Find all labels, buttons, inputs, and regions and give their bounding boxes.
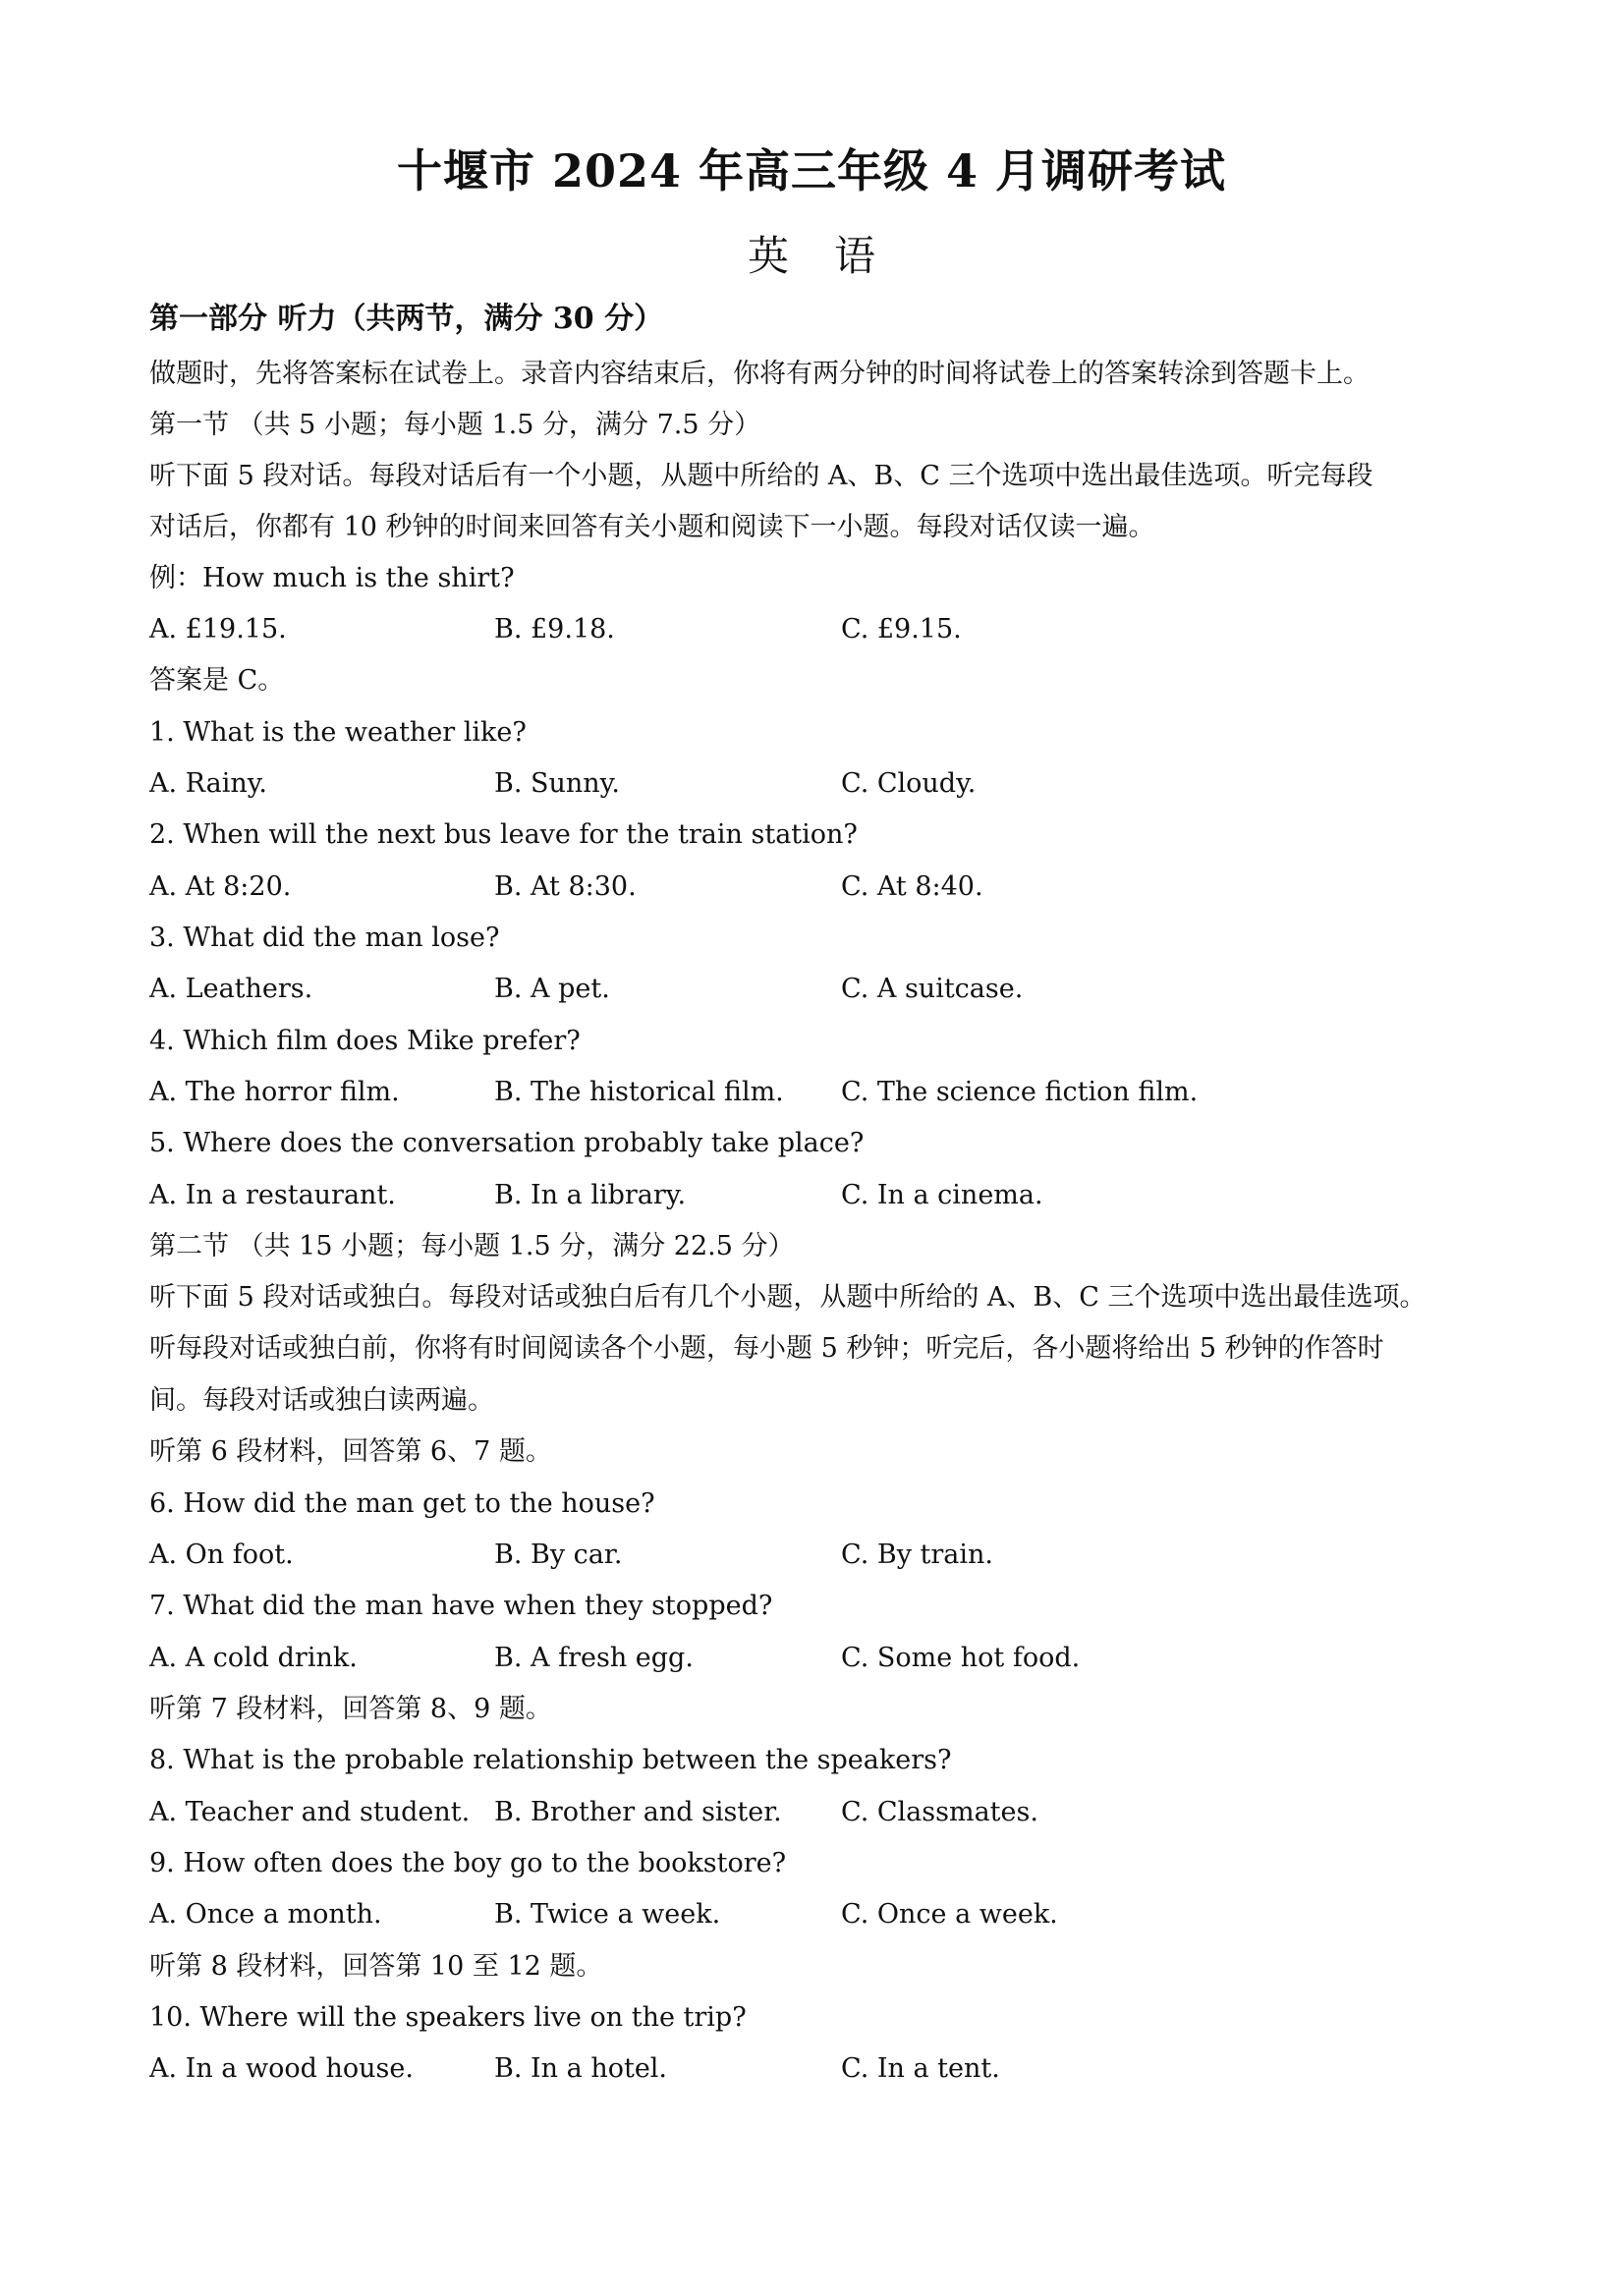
question-2: 2. When will the next bus leave for the train station? <box>149 819 858 850</box>
section2-heading: 第二节 （共 15 小题；每小题 1.5 分，满分 22.5 分） <box>149 1231 795 1261</box>
q9-option-c: C. Once a week. <box>841 1899 1058 1930</box>
q4-option-a: A. The horror film. <box>149 1077 400 1107</box>
q1-option-a: A. Rainy. <box>149 768 267 799</box>
q4-option-b: B. The historical film. <box>494 1077 784 1107</box>
q1-option-c: C. Cloudy. <box>841 768 977 799</box>
example-question: 例：How much is the shirt? <box>149 563 515 593</box>
section1-heading: 第一节 （共 5 小题；每小题 1.5 分，满分 7.5 分） <box>149 410 761 440</box>
q2-option-c: C. At 8:40. <box>841 871 983 902</box>
q6-option-b: B. By car. <box>494 1540 623 1570</box>
q6-option-a: A. On foot. <box>149 1540 294 1570</box>
question-9: 9. How often does the boy go to the bookstore? <box>149 1848 787 1878</box>
section2-instruction-1: 听下面 5 段对话或独白。每段对话或独白后有几个小题，从题中所给的 A、B、C 三个选项中选出最佳选项。 <box>149 1282 1427 1313</box>
q5-option-c: C. In a cinema. <box>841 1180 1043 1210</box>
section2-instruction-2: 听每段对话或独白前，你将有时间阅读各个小题，每小题 5 秒钟；听完后，各小题将给出 5 秒钟的作答时 <box>149 1333 1384 1364</box>
q3-option-b: B. A pet. <box>494 974 610 1004</box>
question-8: 8. What is the probable relationship between the speakers? <box>149 1745 952 1775</box>
q5-option-b: B. In a library. <box>494 1180 687 1210</box>
question-10: 10. Where will the speakers live on the trip? <box>149 2002 747 2033</box>
exam-title: 十堰市 2024 年高三年级 4 月调研考试 <box>396 144 1227 197</box>
q8-option-c: C. Classmates. <box>841 1797 1038 1827</box>
part1-intro: 做题时，先将答案标在试卷上。录音内容结束后，你将有两分钟的时间将试卷上的答案转涂到答题卡上。 <box>149 359 1370 389</box>
q3-option-c: C. A suitcase. <box>841 974 1024 1004</box>
material-7-note: 听第 7 段材料，回答第 8、9 题。 <box>149 1694 552 1724</box>
q7-option-b: B. A fresh egg. <box>494 1643 694 1673</box>
q9-option-a: A. Once a month. <box>149 1899 382 1930</box>
q2-option-b: B. At 8:30. <box>494 871 637 902</box>
question-6: 6. How did the man get to the house? <box>149 1488 655 1519</box>
question-3: 3. What did the man lose? <box>149 923 500 953</box>
q3-option-a: A. Leathers. <box>149 974 313 1004</box>
q1-option-b: B. Sunny. <box>494 768 620 799</box>
q8-option-b: B. Brother and sister. <box>494 1797 782 1827</box>
section2-instruction-3: 间。每段对话或独白读两遍。 <box>149 1385 494 1416</box>
question-1: 1. What is the weather like? <box>149 717 527 748</box>
q6-option-c: C. By train. <box>841 1540 993 1570</box>
question-4: 4. Which film does Mike prefer? <box>149 1026 581 1056</box>
question-7: 7. What did the man have when they stopped? <box>149 1591 773 1621</box>
q2-option-a: A. At 8:20. <box>149 871 292 902</box>
q10-option-b: B. In a hotel. <box>494 2053 668 2084</box>
question-5: 5. Where does the conversation probably take place? <box>149 1128 865 1158</box>
example-answer: 答案是 C。 <box>149 665 285 696</box>
subject-title: 英语 <box>747 232 921 280</box>
q7-option-a: A. A cold drink. <box>149 1643 358 1673</box>
example-option-a: A. £19.15. <box>149 614 287 644</box>
material-6-note: 听第 6 段材料，回答第 6、7 题。 <box>149 1436 552 1467</box>
q5-option-a: A. In a restaurant. <box>149 1180 396 1210</box>
section1-instruction-1: 听下面 5 段对话。每段对话后有一个小题，从题中所给的 A、B、C 三个选项中选出最佳选项。听完每段 <box>149 461 1373 491</box>
q8-option-a: A. Teacher and student. <box>149 1797 471 1827</box>
material-8-note: 听第 8 段材料，回答第 10 至 12 题。 <box>149 1951 603 1982</box>
q10-option-a: A. In a wood house. <box>149 2053 414 2084</box>
q10-option-c: C. In a tent. <box>841 2053 1000 2084</box>
section1-instruction-2: 对话后，你都有 10 秒钟的时间来回答有关小题和阅读下一小题。每段对话仅读一遍。 <box>149 512 1155 542</box>
example-option-c: C. £9.15. <box>841 614 962 644</box>
example-option-b: B. £9.18. <box>494 614 615 644</box>
q4-option-c: C. The science fiction film. <box>841 1077 1199 1107</box>
q7-option-c: C. Some hot food. <box>841 1643 1081 1673</box>
q9-option-b: B. Twice a week. <box>494 1899 721 1930</box>
part1-heading: 第一部分 听力（共两节，满分 30 分） <box>149 302 664 336</box>
